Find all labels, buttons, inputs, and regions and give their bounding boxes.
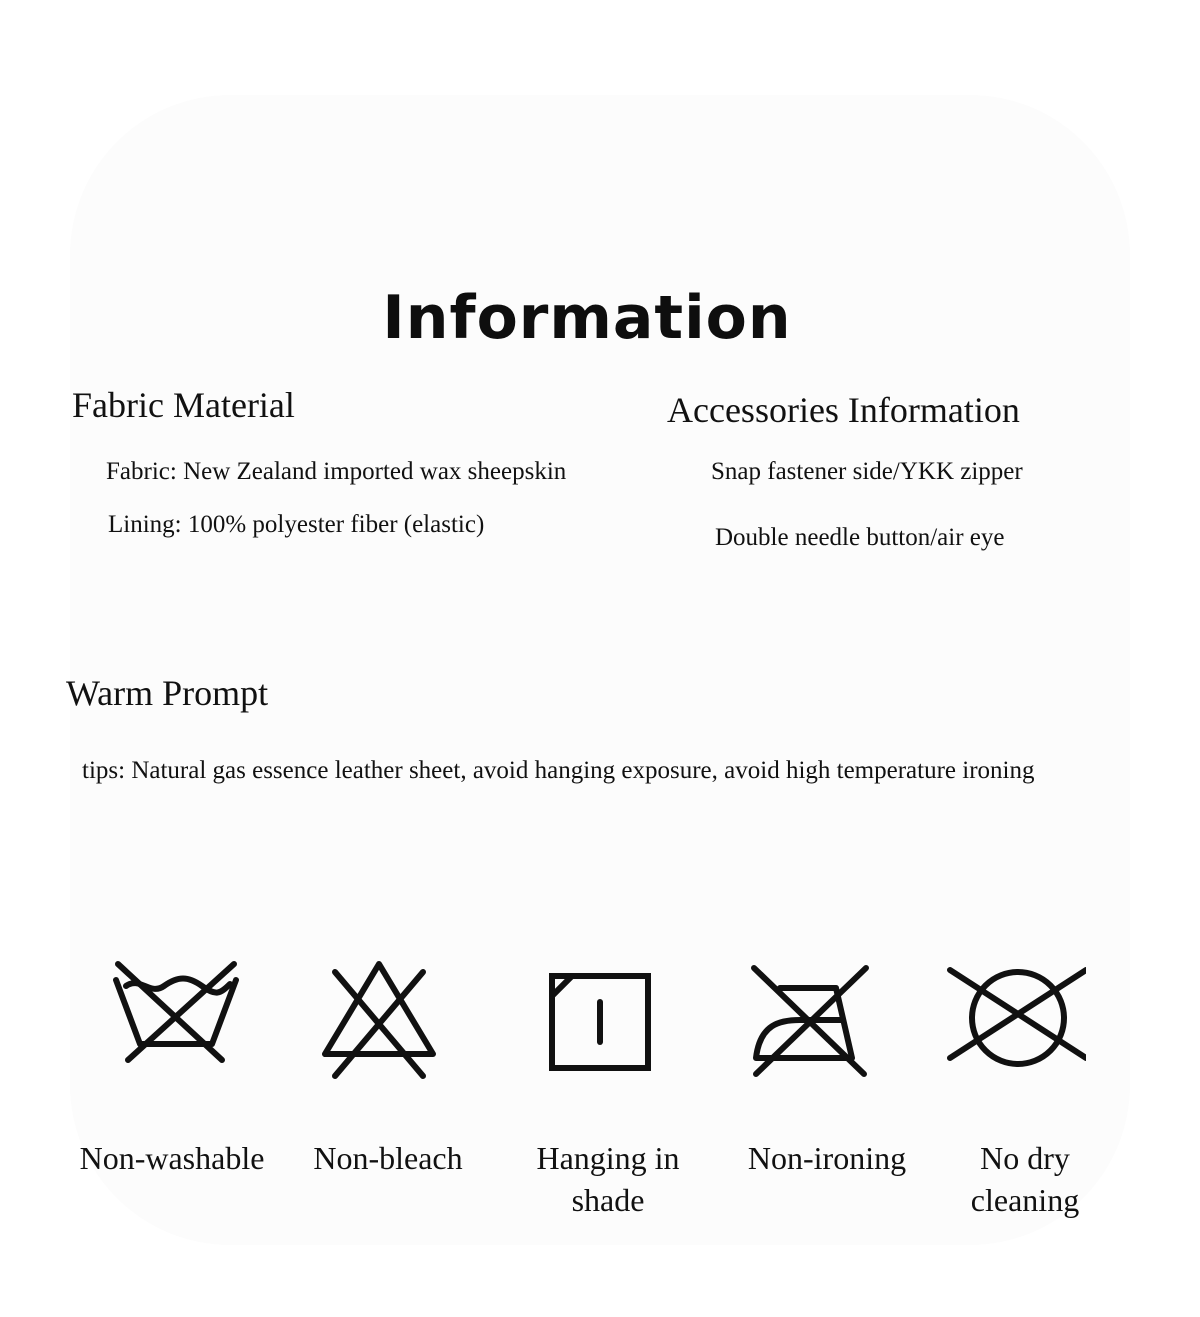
no-dry-cleaning-icon: [946, 958, 1086, 1082]
fabric-line: Fabric: New Zealand imported wax sheepskin: [106, 458, 567, 485]
non-washable-icon: [106, 958, 246, 1082]
accessory-line-button: Double needle button/air eye: [715, 524, 1005, 551]
non-bleach-icon: [309, 958, 449, 1082]
accessories-heading: Accessories Information: [667, 390, 1020, 430]
fabric-material-heading: Fabric Material: [72, 385, 295, 425]
care-label-non-ironing: Non-ironing: [747, 1140, 907, 1176]
warm-prompt-heading: Warm Prompt: [66, 673, 269, 713]
care-label-non-bleach: Non-bleach: [313, 1140, 463, 1176]
warm-prompt-tip: tips: Natural gas essence leather sheet, avoid hanging exposure, avoid high temperature ironing: [82, 757, 1035, 784]
care-label-hanging-in-shade: Hanging in shade: [536, 1140, 680, 1218]
care-label-non-washable: Non-washable: [79, 1140, 265, 1176]
care-label-no-dry-cleaning: No dry cleaning: [970, 1140, 1080, 1218]
page-title: Information: [382, 283, 792, 353]
non-ironing-icon: [746, 958, 886, 1082]
hanging-in-shade-icon: [528, 958, 668, 1082]
lining-line: Lining: 100% polyester fiber (elastic): [108, 511, 485, 538]
accessory-line-zipper: Snap fastener side/YKK zipper: [711, 458, 1023, 485]
